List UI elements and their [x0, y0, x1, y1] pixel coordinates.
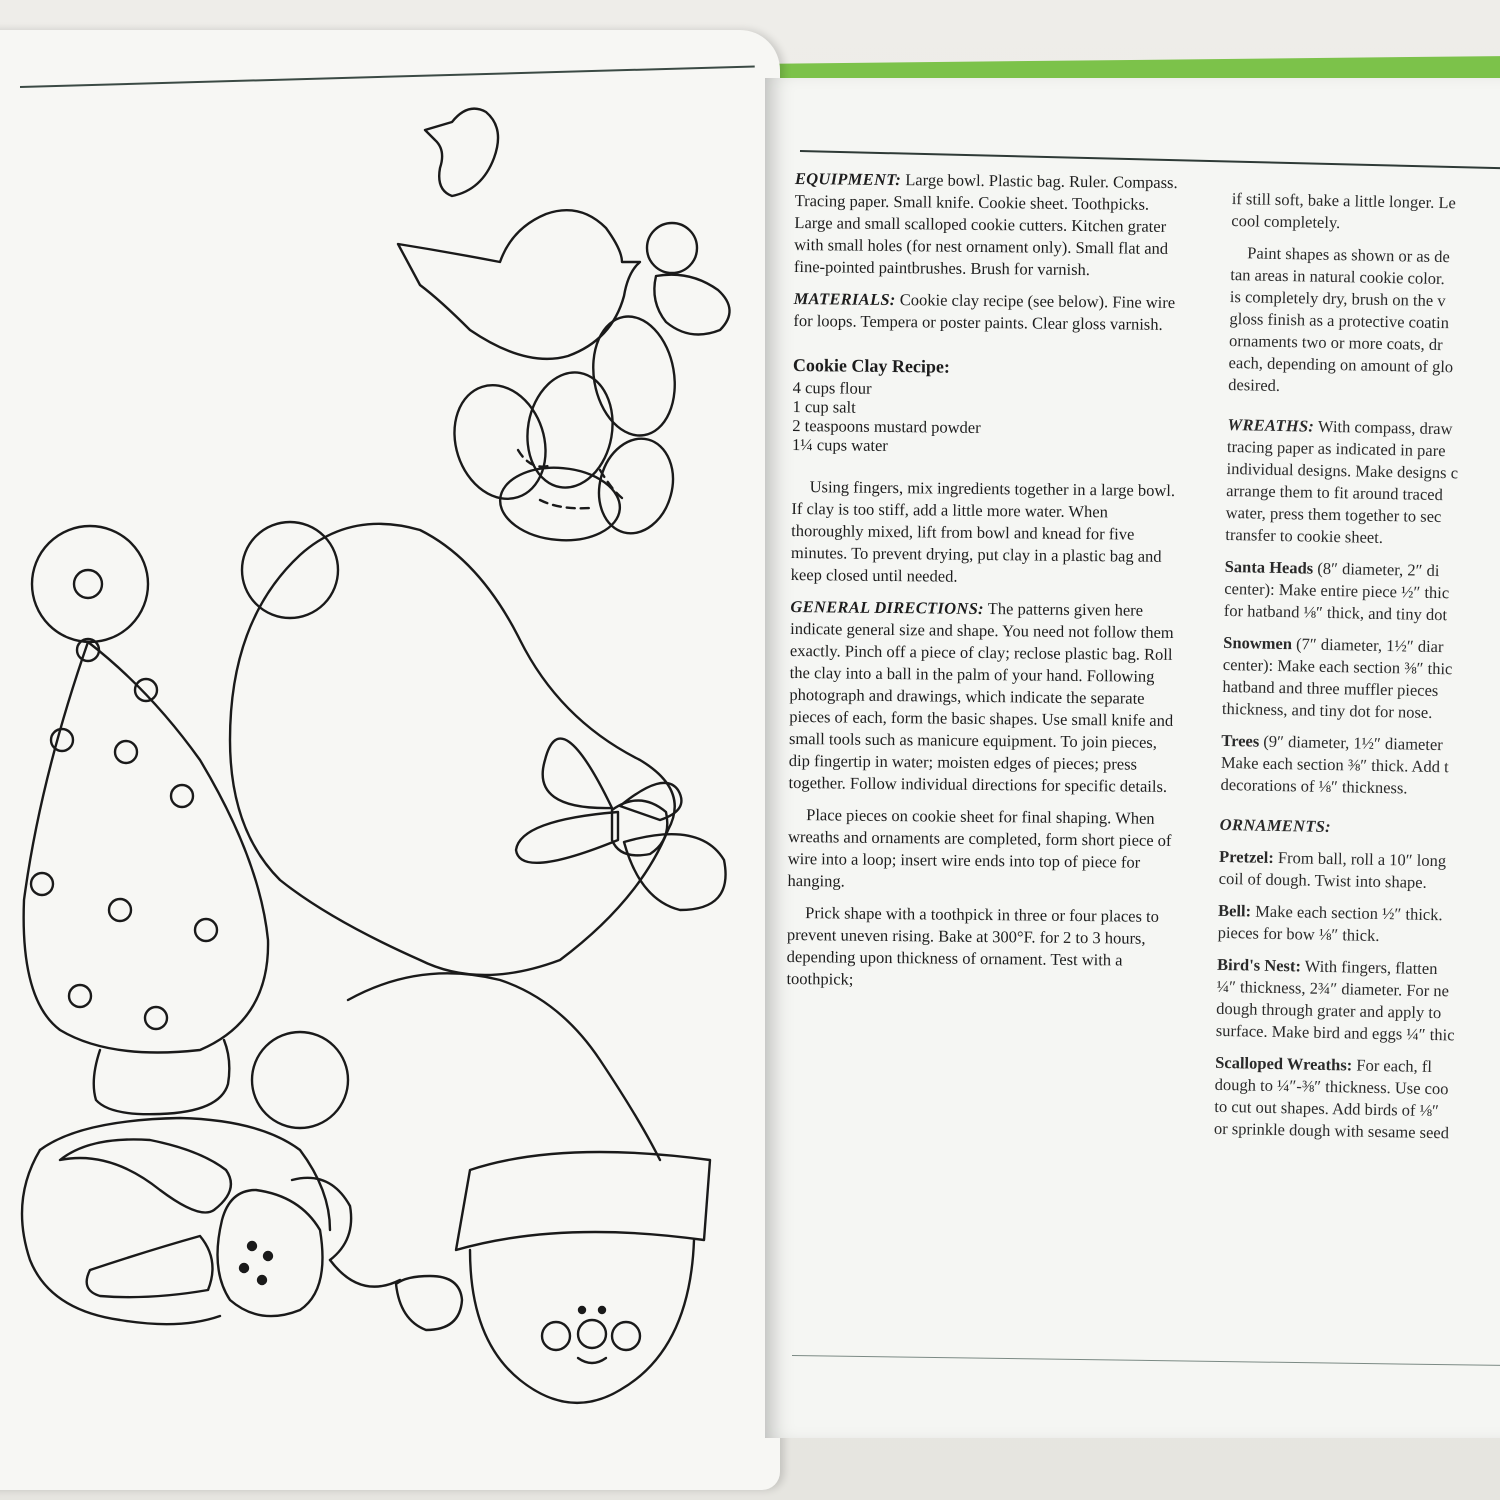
text-line: center): Make entire piece ½″ thic [1224, 578, 1450, 603]
santa-hat-pattern-icon [230, 522, 726, 975]
text-line: For each, fl [1356, 1055, 1433, 1076]
text-line: or sprinkle dough with sesame seed [1213, 1118, 1450, 1143]
bell-heading: Bell: [1217, 900, 1252, 921]
materials-heading: MATERIALS: [793, 288, 896, 310]
text-line: Make each section ½″ thick. [1255, 901, 1443, 925]
text-line: From ball, roll a 10″ long [1277, 848, 1447, 871]
text-line: transfer to cookie sheet. [1225, 524, 1384, 547]
bird-nest-eggs-pattern-icon [440, 310, 684, 545]
text-line: to cut out shapes. Add birds of ⅛″ [1214, 1096, 1440, 1121]
text-line: decorations of ⅛″ thickness. [1220, 774, 1408, 798]
mixing-paragraph: Using fingers, mix ingredients together in a large bowl. If clay is too stiff, add a little more water. When thoroughly mixed, lift from bowl and knead for five minutes. To prevent drying, put clay in a plastic bag and keep closed until needed. [790, 477, 1176, 586]
text-line: hatband and three muffler pieces [1222, 676, 1439, 701]
prick-shape-paragraph: Prick shape with a toothpick in three or four places to prevent uneven rising. Bake at 300°F. for 2 to 3 hours, depending upon thickness of ornament. Test with a toothpick; [786, 903, 1160, 989]
text-line: desired. [1228, 374, 1281, 395]
text-line: cool completely. [1231, 210, 1341, 233]
text-line: is completely dry, brush on the v [1229, 286, 1446, 311]
pretzel-bell-pattern-icon [22, 1118, 400, 1324]
text-line: surface. Make bird and eggs ¼″ thic [1215, 1020, 1455, 1045]
recipe-ingredient: 4 cups flour [792, 377, 872, 398]
trees-heading: Trees [1221, 730, 1260, 751]
text-line: Paint shapes as shown or as de [1247, 243, 1450, 267]
place-pieces-paragraph: Place pieces on cookie sheet for final shaping. When wreaths and ornaments are completed, form short piece of wire into a loop; insert wire ends into top of piece for hanging. [787, 805, 1172, 891]
text-line: water, press them together to sec [1225, 502, 1442, 527]
text-line: if still soft, bake a little longer. Le [1231, 188, 1457, 213]
birds-nest-paragraph [1216, 954, 1500, 1048]
trees-paragraph [1220, 730, 1500, 802]
small-bird-pattern-icon [425, 109, 498, 196]
equipment-paragraph [794, 168, 1185, 282]
recipe-ingredient: 1 cup salt [792, 396, 856, 417]
snowmen-paragraph [1222, 632, 1500, 726]
wreaths-paragraph [1225, 414, 1500, 552]
text-line: With fingers, flatten [1304, 956, 1438, 979]
equipment-text: Large bowl. Plastic bag. Ruler. Compass. Tracing paper. Small knife. Cookie sheet. Toothpicks. Large and small scalloped cookie cutters. Kitchen grater with small holes (for nest ornament only). Small flat and fine-pointed paintbrushes. Brush for varnish. [793, 170, 1178, 280]
general-directions-text: The patterns given here indicate general size and shape. You need not follow them exactly. Pinch off a piece of clay; reclose plastic bag. Roll the clay into a ball in the palm of your hand. Following photograph and drawings, which indicate the separate pieces of each, form the basic shapes. Use small knife and small tools such as manicure equipment. To join pieces, dip fingertip in water; moisten edges of pieces; press together. Follow individual directions for specific details. [788, 599, 1174, 796]
recipe-title: Cookie Clay Recipe: [792, 354, 951, 377]
wreaths-heading: WREATHS: [1227, 414, 1315, 436]
text-line: tracing paper as indicated in pare [1226, 436, 1446, 461]
text-line: coil of dough. Twist into shape. [1218, 868, 1427, 892]
pretzel-paragraph [1219, 846, 1500, 896]
text-line: (8″ diameter, 2″ di [1317, 558, 1440, 581]
birds-nest-heading: Bird's Nest: [1216, 954, 1302, 976]
paint-paragraph [1228, 242, 1500, 402]
scalloped-wreaths-heading: Scalloped Wreaths: [1215, 1052, 1353, 1075]
recipe-ingredient-list [792, 378, 1183, 458]
text-line: With compass, draw [1317, 416, 1453, 439]
bake-continued-paragraph [1231, 188, 1500, 238]
general-directions-paragraph [788, 596, 1180, 798]
bell-paragraph [1217, 900, 1500, 950]
instructions-column-1 [786, 168, 1185, 1004]
text-line: pieces for bow ⅛″ thick. [1217, 922, 1380, 945]
text-line: (9″ diameter, 1½″ diameter [1263, 731, 1443, 755]
text-line: dough through grater and apply to [1216, 998, 1442, 1023]
equipment-heading: EQUIPMENT: [794, 168, 902, 190]
tree-hat-pattern-icon [24, 526, 268, 1114]
materials-text: Cookie clay recipe (see below). Fine wire for loops. Tempera or poster paints. Clear gloss varnish. [793, 290, 1176, 334]
text-line: gloss finish as a protective coatin [1229, 308, 1450, 333]
scalloped-wreaths-paragraph [1214, 1052, 1500, 1146]
text-line: each, depending on amount of glo [1228, 352, 1454, 377]
snowmen-heading: Snowmen [1223, 632, 1293, 654]
text-line: arrange them to fit around traced [1226, 480, 1444, 505]
text-line: for hatband ⅛″ thick, and tiny dot [1223, 600, 1448, 625]
text-line: dough to ¼″-⅜″ thickness. Use coo [1214, 1074, 1449, 1099]
recipe-ingredient: 1¼ cups water [792, 434, 888, 455]
pretzel-heading: Pretzel: [1218, 846, 1274, 867]
materials-paragraph [793, 288, 1183, 336]
text-line: ¼″ thickness, 2¾″ diameter. For ne [1216, 976, 1450, 1001]
text-line: (7″ diameter, 1½″ diar [1295, 634, 1444, 657]
text-line: tan areas in natural cookie color. [1230, 264, 1445, 289]
general-directions-heading: GENERAL DIRECTIONS: [790, 596, 985, 619]
text-line: Make each section ⅜″ thick. Add t [1220, 752, 1449, 777]
text-line: individual designs. Make designs c [1226, 458, 1459, 483]
santa-heads-heading: Santa Heads [1224, 556, 1314, 578]
text-line: ornaments two or more coats, dr [1228, 330, 1443, 355]
santa-heads-paragraph [1224, 556, 1500, 628]
text-line: thickness, and tiny dot for nose. [1221, 698, 1433, 722]
instructions-column-2 [1214, 188, 1500, 1156]
ornaments-heading: ORNAMENTS: [1219, 814, 1332, 837]
recipe-ingredient: 2 teaspoons mustard powder [792, 415, 981, 437]
bird-pattern-icon [398, 210, 730, 359]
text-line: center): Make each section ⅜″ thic [1222, 654, 1453, 679]
